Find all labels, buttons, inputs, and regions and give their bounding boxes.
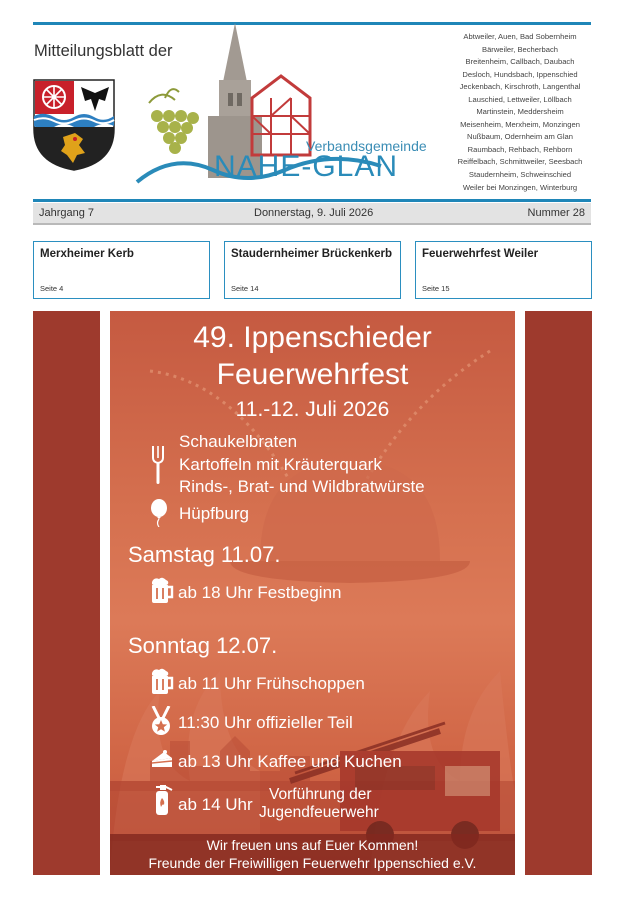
- towns-line: Meisenheim, Merxheim, Monzingen: [460, 119, 580, 129]
- poster-footer-organizer: Freunde der Freiwilligen Feuerwehr Ippenschied e.V.: [148, 855, 477, 871]
- sunday-event: ab 13 Uhr Kaffee und Kuchen: [178, 752, 402, 771]
- towns-line: Reiffelbach, Schmittweiler, Seesbach: [457, 157, 583, 167]
- teaser-title: Merxheimer Kerb: [40, 248, 134, 260]
- towns-line: Lauschied, Lettweiler, Löllbach: [468, 94, 572, 104]
- teaser-page-ref: Seite 14: [231, 284, 259, 293]
- beer-mug-icon: [150, 668, 174, 694]
- towns-line: Staudernheim, Schweinschied: [468, 170, 572, 180]
- event-poster: [110, 311, 515, 875]
- day-saturday-label: Samstag 11.07.: [128, 542, 281, 567]
- teaser-title: Feuerwehrfest Weiler: [422, 248, 539, 260]
- attraction-item: Hüpfburg: [179, 504, 249, 523]
- coat-of-arms-icon: [33, 79, 115, 171]
- towns-line: Weiler bei Monzingen, Winterburg: [462, 182, 578, 192]
- masthead-title: Mitteilungsblatt der: [34, 42, 173, 60]
- food-item: Kartoffeln mit Kräuterquark: [179, 455, 382, 474]
- fork-icon: [151, 446, 165, 484]
- sunday-event: 11:30 Uhr offizieller Teil: [178, 713, 353, 732]
- towns-line: Nußbaum, Odernheim am Glan: [467, 132, 573, 142]
- towns-line: Martinstein, Meddersheim: [476, 107, 564, 117]
- teaser-page-ref: Seite 15: [422, 284, 450, 293]
- towns-line: Jeckenbach, Kirschroth, Langenthal: [459, 82, 581, 92]
- poster-title-line1: 49. Ippenschieder: [193, 321, 432, 354]
- teaser-merxheimer-kerb[interactable]: [33, 241, 210, 299]
- issue-date: Donnerstag, 9. Juli 2026: [254, 207, 374, 219]
- towns-line: Bärweiler, Becherbach: [482, 44, 558, 54]
- towns-line: Abtweiler, Auen, Bad Sobernheim: [463, 32, 577, 41]
- food-item: Rinds-, Brat- und Wildbratwürste: [179, 477, 425, 496]
- issue-number: Nummer 28: [527, 207, 585, 219]
- teaser-feuerwehrfest-weiler[interactable]: [415, 241, 592, 299]
- poster-footer-invitation: Wir freuen uns auf Euer Kommen!: [206, 837, 419, 853]
- teaser-page-ref: Seite 4: [40, 284, 64, 293]
- balloon-icon: [150, 499, 168, 527]
- teaser-title: Staudernheimer Brückenkerb: [231, 248, 393, 260]
- sunday-event: ab 14 Uhr: [178, 795, 253, 814]
- teaser-staudernheimer-brueckenkerb[interactable]: [224, 241, 401, 299]
- towns-line: Desloch, Hundsbach, Ippenschied: [462, 69, 578, 79]
- poster-right-strip: [525, 311, 592, 875]
- sunday-event-detail: Jugendfeuerwehr: [259, 804, 379, 821]
- issue-volume: Jahrgang 7: [39, 207, 95, 219]
- towns-line: Breitenheim, Callbach, Daubach: [465, 57, 575, 67]
- cake-icon: [150, 749, 174, 769]
- fire-extinguisher-icon: [150, 783, 174, 815]
- saturday-event: ab 18 Uhr Festbeginn: [178, 583, 342, 602]
- towns-line: Raumbach, Rehbach, Rehborn: [467, 144, 573, 154]
- masthead-bottom-rule: [33, 199, 591, 202]
- verbandsgemeinde-name: NAHE-GLAN: [214, 150, 399, 183]
- verbandsgemeinde-label: Verbandsgemeinde: [306, 138, 427, 154]
- medal-icon: [150, 706, 172, 736]
- issue-info-bar: [33, 203, 591, 225]
- member-towns-list: [440, 31, 600, 194]
- poster-left-strip: [33, 311, 100, 875]
- poster-title-line2: Feuerwehrfest: [216, 358, 409, 391]
- poster-date: 11.-12. Juli 2026: [235, 398, 390, 421]
- day-sunday-label: Sonntag 12.07.: [128, 633, 278, 658]
- beer-mug-icon: [150, 577, 174, 603]
- sunday-event-detail: Vorführung der: [269, 786, 372, 803]
- sunday-event: ab 11 Uhr Frühschoppen: [178, 674, 365, 693]
- food-item: Schaukelbraten: [179, 432, 298, 451]
- poster-footer: [110, 834, 515, 875]
